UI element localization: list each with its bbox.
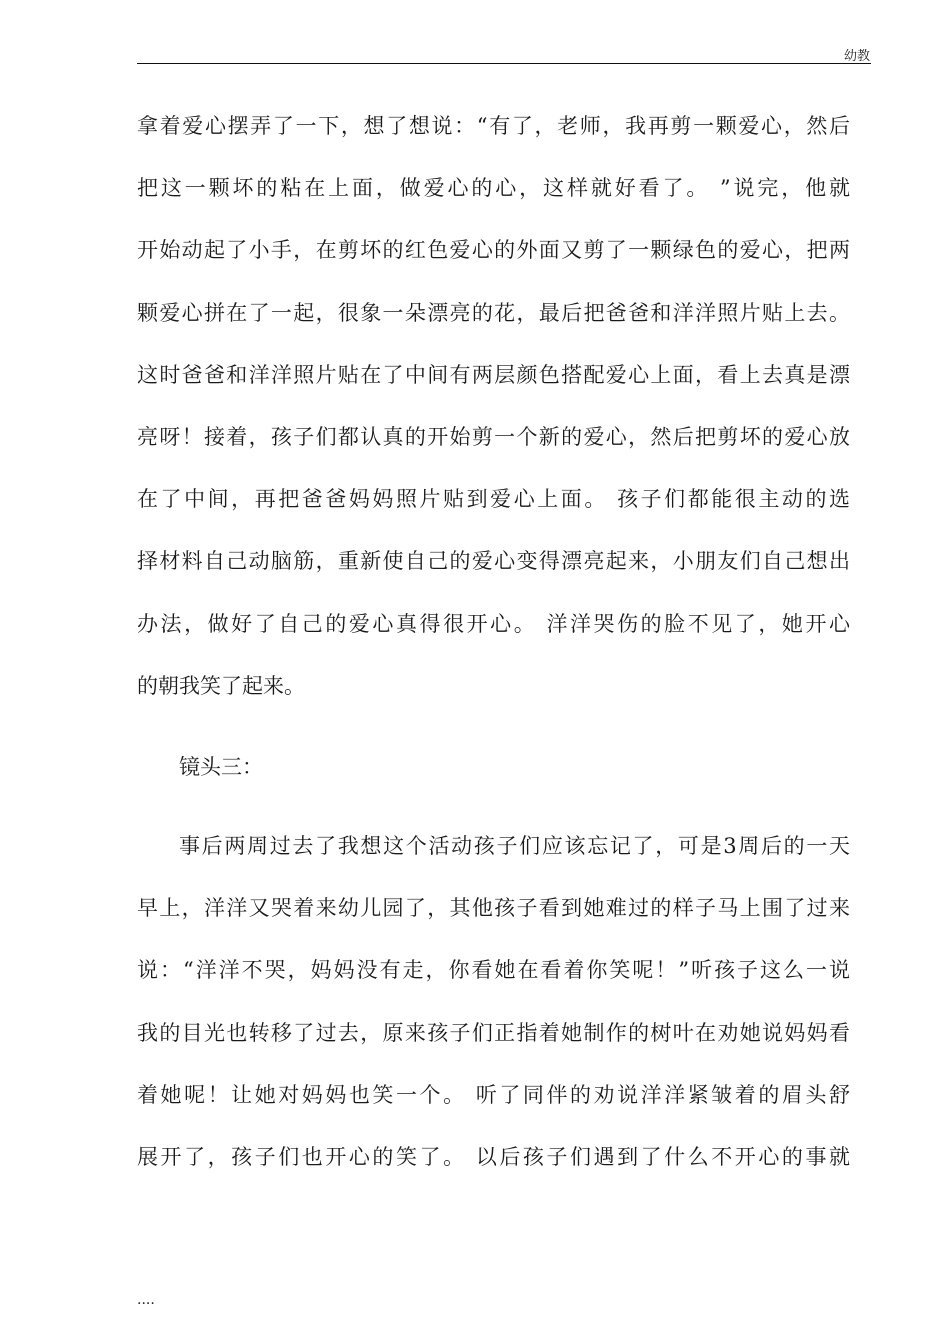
paragraph-1: [137, 95, 850, 717]
text-line: 办法，做好了自己的爱心真得很开心。 洋洋哭伤的脸不见了，她开心: [137, 611, 850, 636]
text-line: 亮呀！接着，孩子们都认真的开始剪一个新的爱心，然后把剪坏的爱心放: [137, 424, 850, 449]
text-line: 颗爱心拼在了一起，很象一朵漂亮的花，最后把爸爸和洋洋照片贴上去。: [137, 300, 850, 325]
text-line: 事后两周过去了我想这个活动孩子们应该忘记了，可是3周后的一天: [179, 834, 850, 858]
text-line: 的朝我笑了起来。: [137, 673, 305, 698]
text-line: 早上，洋洋又哭着来幼儿园了，其他孩子看到她难过的样子马上围了过来: [137, 896, 850, 921]
footer-mark: ....: [137, 1292, 155, 1308]
text-line: 我的目光也转移了过去，原来孩子们正指着她制作的树叶在劝她说妈妈看: [137, 1020, 850, 1045]
text-line: 展开了，孩子们也开心的笑了。 以后孩子们遇到了什么不开心的事就: [137, 1144, 850, 1169]
text-line: 拿着爱心摆弄了一下，想了想说：“有了，老师，我再剪一颗爱心，然后: [137, 114, 850, 138]
text-line: 这时爸爸和洋洋照片贴在了中间有两层颜色搭配爱心上面，看上去真是漂: [137, 362, 850, 387]
text-line: 着她呢！让她对妈妈也笑一个。 听了同伴的劝说洋洋紧皱着的眉头舒: [137, 1082, 850, 1107]
text-line: 说：“洋洋不哭，妈妈没有走，你看她在看着你笑呢！”听孩子这么一说: [137, 958, 850, 983]
section-heading-text: 镜头三：: [179, 755, 263, 779]
paragraph-2: [137, 815, 850, 1188]
text-line: 开始动起了小手，在剪坏的红色爱心的外面又剪了一颗绿色的爱心，把两: [137, 238, 850, 263]
header-rule: [137, 63, 871, 64]
text-line: 择材料自己动脑筋，重新使自己的爱心变得漂亮起来，小朋友们自己想出: [137, 549, 850, 574]
text-line: 把这一颗坏的粘在上面，做爱心的心，这样就好看了。 ”说完，他就: [137, 176, 850, 201]
text-line: 在了中间，再把爸爸妈妈照片贴到爱心上面。 孩子们都能很主动的选: [137, 487, 850, 512]
section-heading: [137, 736, 850, 798]
page-header-label: 幼教: [843, 49, 870, 64]
